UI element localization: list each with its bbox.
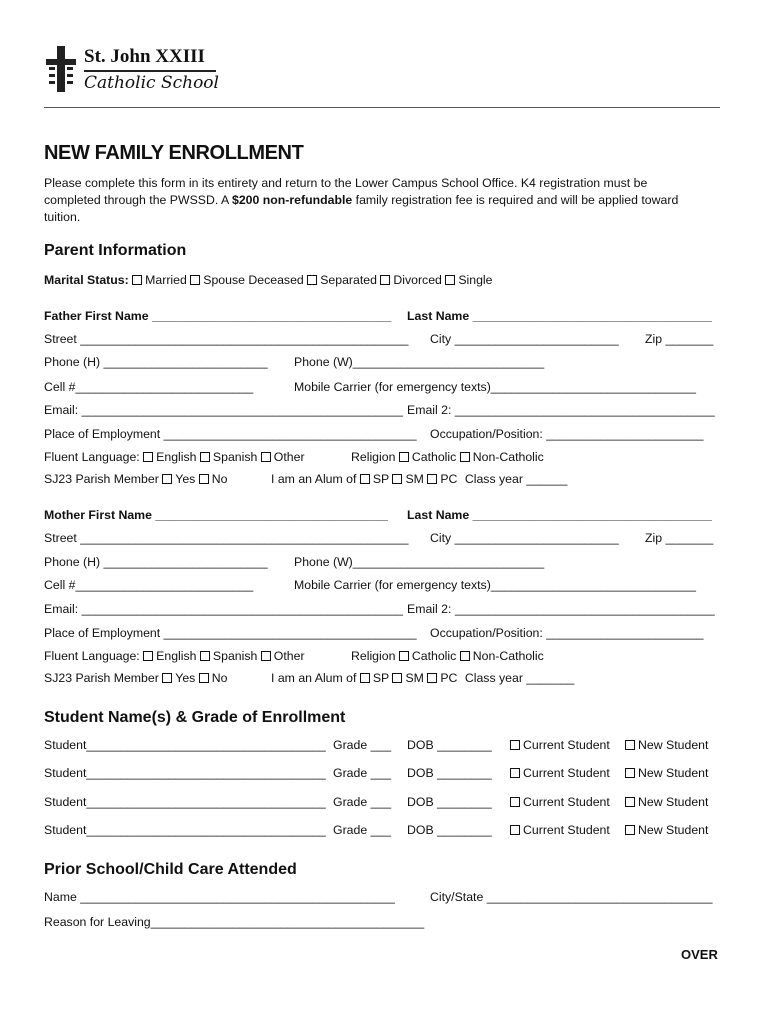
- student-dob-field[interactable]: DOB ________: [407, 766, 492, 780]
- checkbox-icon: [510, 825, 520, 835]
- page-title: NEW FAMILY ENROLLMENT: [44, 142, 304, 164]
- mother-employment-field[interactable]: Place of Employment _____________________________________: [44, 626, 417, 640]
- checkbox-current-student[interactable]: Current Student: [510, 823, 610, 837]
- checkbox-icon: [143, 452, 153, 462]
- checkbox-icon: [143, 651, 153, 661]
- father-religion-row: [351, 450, 544, 464]
- checkbox-icon: [200, 452, 210, 462]
- checkbox-icon: [162, 673, 172, 683]
- checkbox-new-student[interactable]: New Student: [625, 823, 708, 837]
- mother-parish-row: [44, 671, 227, 685]
- parish-label: SJ23 Parish Member: [44, 671, 159, 685]
- checkbox-icon: [261, 452, 271, 462]
- checkbox-icon: [625, 740, 635, 750]
- checkbox-pc[interactable]: PC: [427, 671, 457, 685]
- checkbox-icon: [307, 275, 317, 285]
- mother-occupation-field[interactable]: Occupation/Position: _______________________: [430, 626, 704, 640]
- school-logo: [44, 44, 224, 96]
- section-heading-prior-school: Prior School/Child Care Attended: [44, 861, 297, 878]
- student-name-field[interactable]: Student___________________________________: [44, 823, 326, 837]
- checkbox-spanish[interactable]: Spanish: [200, 649, 257, 663]
- checkbox-icon: [427, 673, 437, 683]
- checkbox-pc[interactable]: PC: [427, 472, 457, 486]
- mother-last-name-field[interactable]: Last Name ___________________________________: [407, 508, 712, 522]
- mother-zip-field[interactable]: Zip _______: [645, 531, 714, 545]
- marital-status-row: [44, 273, 493, 287]
- checkbox-current-student[interactable]: Current Student: [510, 766, 610, 780]
- intro-text: family registration fee is required and will be applied toward: [352, 193, 679, 207]
- checkbox-icon: [510, 797, 520, 807]
- checkbox-icon: [510, 740, 520, 750]
- mother-language-row: [44, 649, 305, 663]
- prior-school-name-field[interactable]: Name ______________________________________________: [44, 890, 395, 904]
- father-cell-field[interactable]: Cell #__________________________: [44, 380, 254, 394]
- religion-label: Religion: [351, 450, 396, 464]
- mother-phone-home-field[interactable]: Phone (H) ________________________: [44, 555, 268, 569]
- father-phone-home-field[interactable]: Phone (H) ________________________: [44, 355, 268, 369]
- father-street-field[interactable]: Street ________________________________________________: [44, 332, 409, 346]
- mother-city-field[interactable]: City ________________________: [430, 531, 619, 545]
- language-label: Fluent Language:: [44, 450, 140, 464]
- header-divider: [44, 107, 720, 108]
- section-heading-students: Student Name(s) & Grade of Enrollment: [44, 709, 346, 726]
- mother-religion-row: [351, 649, 544, 663]
- student-name-field[interactable]: Student___________________________________: [44, 766, 326, 780]
- father-parish-row: [44, 472, 227, 486]
- marital-label: Marital Status:: [44, 273, 129, 287]
- checkbox-icon: [427, 474, 437, 484]
- checkbox-catholic[interactable]: Catholic: [399, 649, 456, 663]
- logo-name: St. John XXIII: [84, 46, 205, 67]
- reason-for-leaving-field[interactable]: Reason for Leaving________________________________________: [44, 915, 425, 929]
- checkbox-icon: [132, 275, 142, 285]
- checkbox-icon: [399, 452, 409, 462]
- mother-email2-field[interactable]: Email 2: ______________________________________: [407, 602, 715, 616]
- father-alum-row: [271, 472, 567, 486]
- logo-subtitle: Catholic School: [84, 73, 219, 93]
- checkbox-sm[interactable]: SM: [392, 472, 423, 486]
- parish-label: SJ23 Parish Member: [44, 472, 159, 486]
- checkbox-icon: [199, 474, 209, 484]
- class-year-field[interactable]: Class year ______: [464, 472, 568, 486]
- father-phone-work-field[interactable]: Phone (W)____________________________: [294, 355, 545, 369]
- fee-amount: $200 non-refundable: [231, 193, 353, 207]
- section-heading-parent: Parent Information: [44, 242, 187, 259]
- checkbox-spanish[interactable]: Spanish: [200, 450, 257, 464]
- checkbox-icon: [460, 651, 470, 661]
- father-city-field[interactable]: City ________________________: [430, 332, 619, 346]
- checkbox-icon: [510, 768, 520, 778]
- alum-label: I am an Alum of: [271, 472, 357, 486]
- checkbox-sp[interactable]: SP: [360, 472, 389, 486]
- father-employment-field[interactable]: Place of Employment _____________________________________: [44, 427, 417, 441]
- class-year-field[interactable]: Class year _______: [464, 671, 575, 685]
- checkbox-icon: [625, 825, 635, 835]
- mother-alum-row: [271, 671, 574, 685]
- checkbox-single[interactable]: Single: [445, 273, 492, 287]
- mother-first-name-field[interactable]: Mother First Name __________________________________: [44, 508, 388, 522]
- checkbox-catholic[interactable]: Catholic: [399, 450, 456, 464]
- father-zip-field[interactable]: Zip _______: [645, 332, 714, 346]
- student-dob-field[interactable]: DOB ________: [407, 823, 492, 837]
- checkbox-new-student[interactable]: New Student: [625, 795, 708, 809]
- intro-line-1: Please complete this form in its entirety and return to the Lower Campus School Office. K4 registration must be: [44, 176, 648, 190]
- checkbox-icon: [199, 673, 209, 683]
- mother-carrier-field[interactable]: Mobile Carrier (for emergency texts)______________________________: [294, 578, 696, 592]
- mother-email-field[interactable]: Email: _______________________________________________: [44, 602, 404, 616]
- father-first-name-field[interactable]: Father First Name ___________________________________: [44, 309, 392, 323]
- checkbox-icon: [190, 275, 200, 285]
- checkbox-icon: [445, 275, 455, 285]
- prior-city-state-field[interactable]: City/State _________________________________: [430, 890, 713, 904]
- checkbox-separated[interactable]: Separated: [307, 273, 377, 287]
- checkbox-non-catholic[interactable]: Non-Catholic: [460, 450, 544, 464]
- checkbox-icon: [261, 651, 271, 661]
- student-dob-field[interactable]: DOB ________: [407, 795, 492, 809]
- checkbox-no[interactable]: No: [199, 671, 228, 685]
- intro-line-3: tuition.: [44, 210, 81, 224]
- checkbox-new-student[interactable]: New Student: [625, 738, 708, 752]
- checkbox-new-student[interactable]: New Student: [625, 766, 708, 780]
- student-grade-field[interactable]: Grade ___: [333, 795, 392, 809]
- logo-rule: [84, 70, 216, 72]
- father-email-field[interactable]: Email: _______________________________________________: [44, 403, 404, 417]
- alum-label: I am an Alum of: [271, 671, 357, 685]
- checkbox-current-student[interactable]: Current Student: [510, 738, 610, 752]
- checkbox-spouse-deceased[interactable]: Spouse Deceased: [190, 273, 304, 287]
- checkbox-yes[interactable]: Yes: [162, 671, 195, 685]
- religion-label: Religion: [351, 649, 396, 663]
- checkbox-icon: [460, 452, 470, 462]
- checkbox-other[interactable]: Other: [261, 649, 305, 663]
- intro-line-2: [44, 193, 678, 207]
- student-dob-field[interactable]: DOB ________: [407, 738, 492, 752]
- checkbox-english[interactable]: English: [143, 450, 196, 464]
- checkbox-icon: [392, 673, 402, 683]
- father-occupation-field[interactable]: Occupation/Position: _______________________: [430, 427, 704, 441]
- checkbox-icon: [380, 275, 390, 285]
- checkbox-yes[interactable]: Yes: [162, 472, 195, 486]
- language-label: Fluent Language:: [44, 649, 140, 663]
- over-label: OVER: [681, 947, 718, 962]
- father-email2-field[interactable]: Email 2: ______________________________________: [407, 403, 715, 417]
- checkbox-other[interactable]: Other: [261, 450, 305, 464]
- checkbox-icon: [625, 768, 635, 778]
- student-name-field[interactable]: Student___________________________________: [44, 738, 326, 752]
- student-grade-field[interactable]: Grade ___: [333, 738, 392, 752]
- mother-cell-field[interactable]: Cell #__________________________: [44, 578, 254, 592]
- mother-street-field[interactable]: Street ________________________________________________: [44, 531, 409, 545]
- father-last-name-field[interactable]: Last Name ___________________________________: [407, 309, 712, 323]
- checkbox-sp[interactable]: SP: [360, 671, 389, 685]
- checkbox-icon: [360, 673, 370, 683]
- checkbox-married[interactable]: Married: [132, 273, 187, 287]
- checkbox-english[interactable]: English: [143, 649, 196, 663]
- student-grade-field[interactable]: Grade ___: [333, 766, 392, 780]
- mother-phone-work-field[interactable]: Phone (W)____________________________: [294, 555, 545, 569]
- checkbox-icon: [162, 474, 172, 484]
- student-name-field[interactable]: Student___________________________________: [44, 795, 326, 809]
- intro-text: completed through the PWSSD. A: [44, 193, 232, 207]
- checkbox-no[interactable]: No: [199, 472, 228, 486]
- checkbox-sm[interactable]: SM: [392, 671, 423, 685]
- checkbox-icon: [625, 797, 635, 807]
- checkbox-icon: [360, 474, 370, 484]
- checkbox-icon: [399, 651, 409, 661]
- checkbox-non-catholic[interactable]: Non-Catholic: [460, 649, 544, 663]
- cross-icon: [44, 44, 78, 94]
- father-carrier-field[interactable]: Mobile Carrier (for emergency texts)______________________________: [294, 380, 696, 394]
- checkbox-icon: [200, 651, 210, 661]
- student-grade-field[interactable]: Grade ___: [333, 823, 392, 837]
- checkbox-divorced[interactable]: Divorced: [380, 273, 442, 287]
- checkbox-current-student[interactable]: Current Student: [510, 795, 610, 809]
- checkbox-icon: [392, 474, 402, 484]
- father-language-row: [44, 450, 305, 464]
